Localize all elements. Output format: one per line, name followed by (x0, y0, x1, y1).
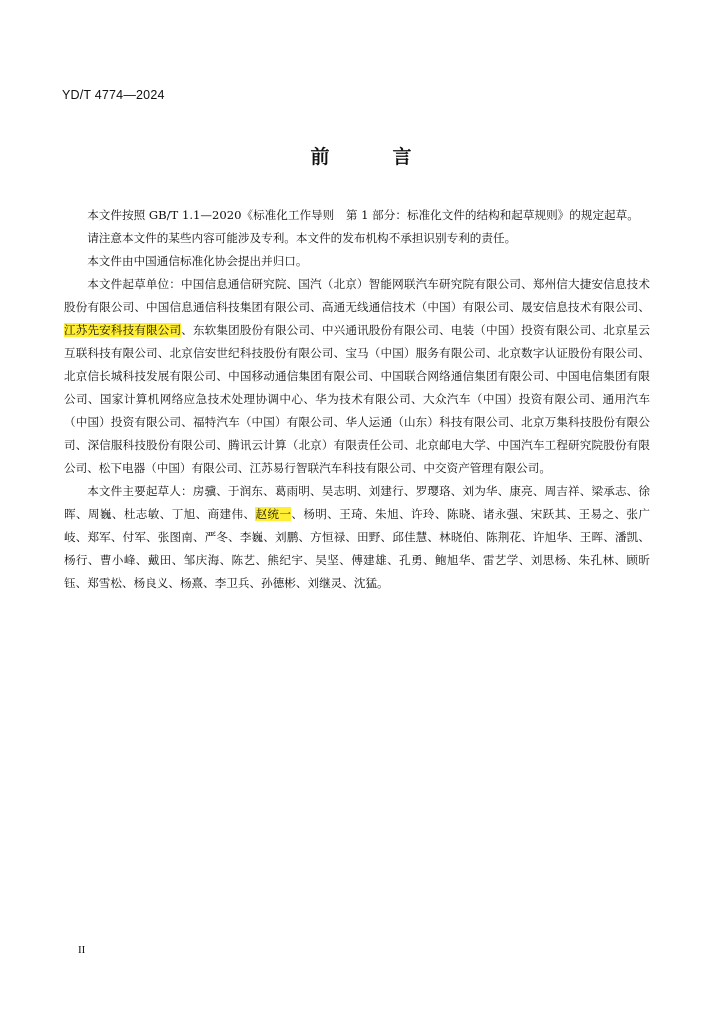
drafters-text-1: 本文件主要起草人：房骥、于润东、葛雨明、吴志明、刘建行、罗璎珞、刘为华、康亮、周吉祥、梁承志、徐晖、周巍、杜志敏、丁旭、商建伟、 (64, 484, 650, 521)
foreword-body (64, 204, 650, 595)
drafting-units-text-1: 本文件起草单位：中国信息通信研究院、国汽（北京）智能网联汽车研究院有限公司、郑州信大捷安信息技术股份有限公司、中国信息通信科技集团有限公司、高通无线通信技术（中国）有限公司、晟安信息技术有限公司、 (64, 277, 650, 314)
paragraph-drafters (64, 480, 650, 595)
paragraph-patent-notice: 请注意本文件的某些内容可能涉及专利。本文件的发布机构不承担识别专利的责任。 (87, 231, 517, 245)
paragraph-drafting-units (64, 273, 650, 480)
page-number: II (78, 944, 86, 956)
highlighted-drafter: 赵统一 (255, 507, 292, 521)
drafters-text-2: 、杨明、王琦、朱旭、许玲、陈晓、诸永强、宋跃其、王易之、张广岐、郑军、付军、张图南、严冬、李巍、刘鹏、方恒禄、田野、邱佳慧、林晓伯、陈荆花、许旭华、王晖、潘凯、杨行、曹小峰、戴田、邹庆海、陈艺、熊纪宇、吴坚、傅建雄、孔勇、鲍旭华、雷艺学、刘思杨、朱孔林、顾昕钰、郑雪松、杨良义、杨熹、李卫兵、孙德彬、刘继灵、沈猛。 (64, 507, 650, 590)
page-title: 前 言 (310, 146, 434, 168)
paragraph-proposer: 本文件由中国通信标准化协会提出并归口。 (87, 254, 308, 268)
document-id: YD/T 4774—2024 (62, 88, 165, 102)
highlighted-unit: 江苏先安科技有限公司 (64, 323, 182, 337)
paragraph-standard-basis: 本文件按照 GB/T 1.1—2020《标准化工作导则 第 1 部分：标准化文件的结构和起草规则》的规定起草。 (87, 208, 639, 222)
drafting-units-text-2: 、东软集团股份有限公司、中兴通讯股份有限公司、电装（中国）投资有限公司、北京星云互联科技有限公司、北京信安世纪科技股份有限公司、宝马（中国）服务有限公司、北京数字认证股份有限公司、北京信长城科技发展有限公司、中国移动通信集团有限公司、中国联合网络通信集团有限公司、中国电信集团有限公司、国家计算机网络应急技术处理协调中心、华为技术有限公司、大众汽车（中国）投资有限公司、通用汽车（中国）投资有限公司、福特汽车（中国）有限公司、华人运通（山东）科技有限公司、北京万集科技股份有限公司、深信服科技股份有限公司、腾讯云计算（北京）有限责任公司、北京邮电大学、中国汽车工程研究院股份有限公司、松下电器（中国）有限公司、江苏易行智联汽车科技有限公司、中交资产管理有限公司。 (64, 323, 650, 475)
